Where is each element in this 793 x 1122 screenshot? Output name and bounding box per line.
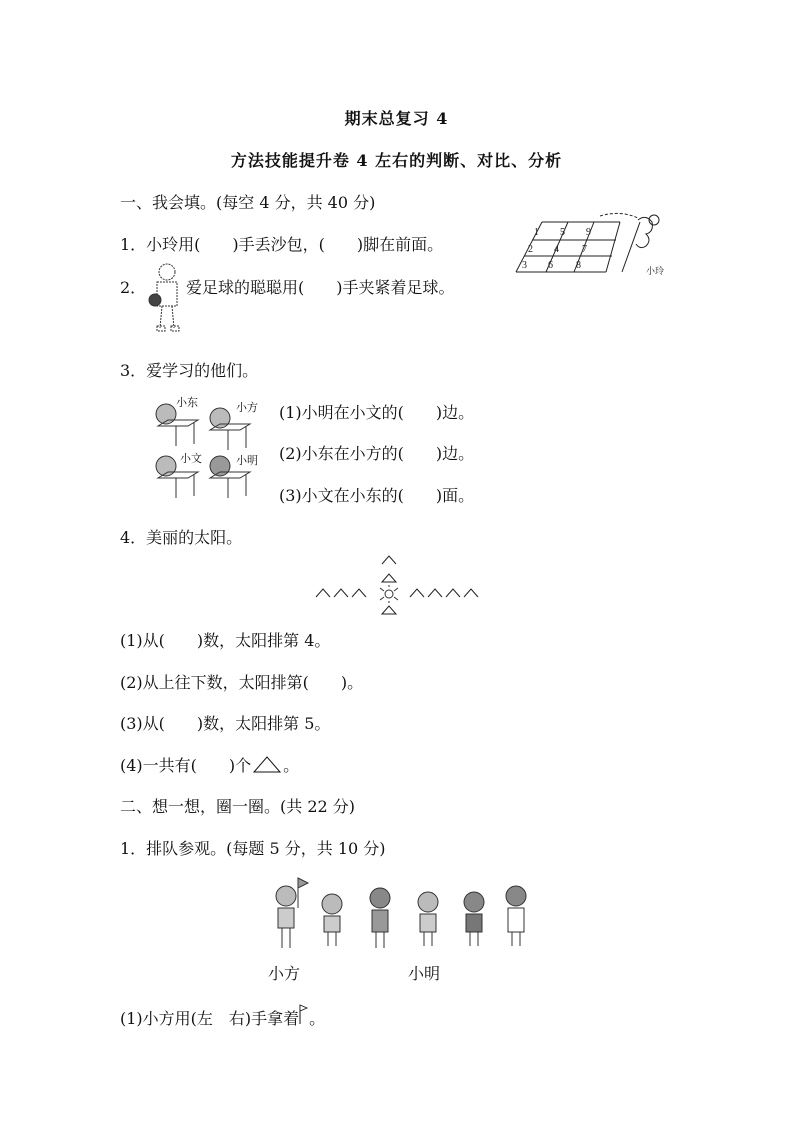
q4-item-4: (4)一共有( )个 。 [120, 756, 300, 775]
q2-text: 爱足球的聪聪用( )手夹紧着足球。 [186, 278, 455, 297]
q3-item-1: (1)小明在小文的( )边。 [279, 403, 475, 422]
q4-item-1: (1)从( )数，太阳排第 4。 [120, 631, 331, 650]
q3-item-2: (2)小东在小方的( )边。 [279, 444, 475, 463]
page-title: 期末总复习 4 [344, 109, 449, 128]
q4-item-2: (2)从上往下数，太阳排第( )。 [120, 673, 364, 692]
section2-heading: 二、想一想，圈一圈。(共 22 分) [120, 797, 356, 816]
triangle-icon [253, 755, 281, 773]
q1-text: 1．小玲用( )手丢沙包，( )脚在前面。 [120, 235, 444, 254]
q3-heading: 3．爱学习的他们。 [120, 361, 259, 380]
svg-text:5: 5 [560, 227, 565, 238]
svg-text:9: 9 [586, 227, 591, 238]
sun-triangles-figure [314, 552, 478, 616]
svg-text:小文: 小文 [180, 453, 202, 465]
svg-text:小东: 小东 [176, 397, 198, 409]
svg-text:小方: 小方 [236, 402, 258, 414]
sun-icon [380, 585, 398, 603]
q2-number: 2． [120, 278, 147, 297]
svg-text:6: 6 [548, 260, 553, 271]
child-label-xiaofang: 小方 [268, 964, 301, 983]
child-label-xiaoming: 小明 [408, 964, 441, 983]
q4-item-3: (3)从( )数，太阳排第 5。 [120, 714, 331, 733]
svg-text:2: 2 [528, 244, 533, 255]
svg-text:小明: 小明 [236, 455, 258, 467]
hopscotch-figure [510, 212, 680, 282]
section2-q1-heading: 1．排队参观。(每题 5 分，共 10 分) [120, 839, 386, 858]
q4-heading: 4．美丽的太阳。 [120, 528, 243, 547]
classroom-figure [148, 394, 278, 504]
q3-item-3: (3)小文在小东的( )面。 [279, 486, 475, 505]
grid-number: 1 [534, 227, 539, 238]
svg-text:3: 3 [522, 260, 527, 271]
section2-q1-item-1: (1)小方用(左 右)手拿着 。 [120, 1004, 325, 1029]
svg-text:7: 7 [582, 244, 587, 255]
flag-icon [298, 878, 308, 908]
boy-with-football-icon [145, 262, 185, 334]
svg-text:小玲: 小玲 [646, 266, 665, 276]
children-queue-figure [258, 874, 538, 954]
svg-text:8: 8 [576, 260, 581, 271]
page-subtitle: 方法技能提升卷 4 左右的判断、对比、分析 [230, 151, 563, 170]
svg-text:4: 4 [554, 244, 559, 255]
flag-icon [299, 1004, 309, 1024]
section1-heading: 一、我会填。(每空 4 分，共 40 分) [120, 193, 376, 212]
